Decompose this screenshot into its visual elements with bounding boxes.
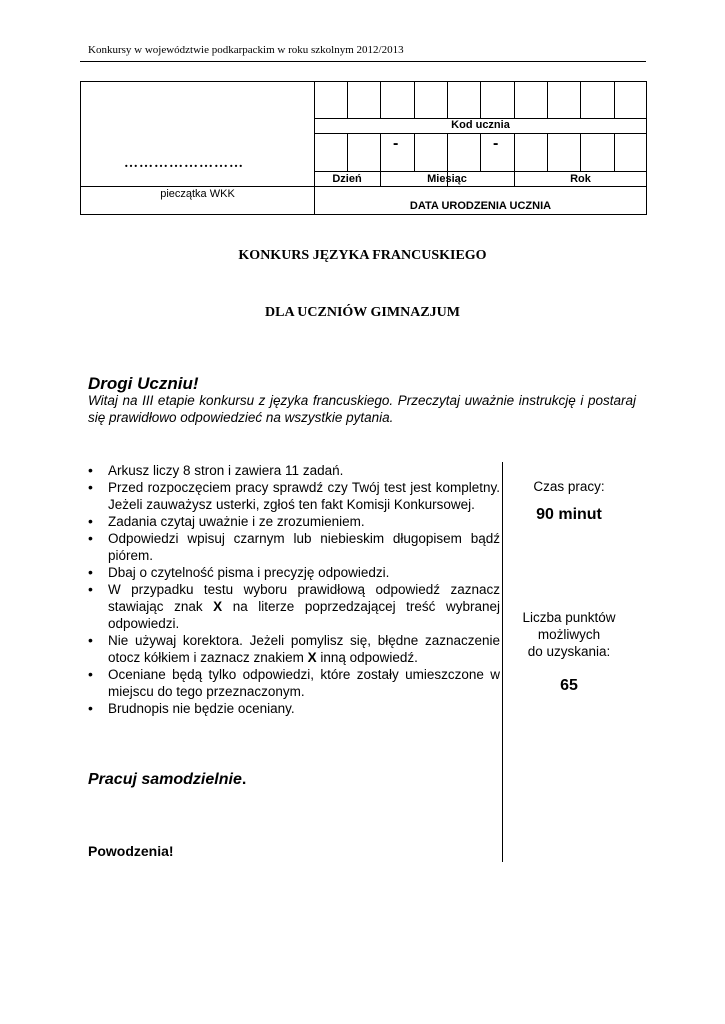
code-cell-divider (480, 82, 481, 118)
time-label: Czas pracy: (533, 479, 605, 494)
work-alone-text: Pracuj samodzielnie. (88, 771, 247, 788)
contest-subtitle: DLA UCZNIÓW GIMNAZJUM (265, 305, 460, 320)
time-value: 90 minut (536, 506, 602, 523)
x-mark: X (213, 599, 223, 614)
date-cell-divider (347, 133, 348, 171)
date-dash: - (493, 135, 499, 152)
page-header: Konkursy w województwie podkarpackim w roku szkolnym 2012/2013 (88, 44, 404, 56)
stamp-label: pieczątka WKK (160, 188, 235, 200)
code-cell-divider (547, 82, 548, 118)
list-item: • Zadania czytaj uważnie i ze zrozumieniem. (88, 513, 500, 530)
year-label: Rok (570, 173, 591, 185)
good-luck-text: Powodzenia! (88, 843, 174, 859)
contest-title: KONKURS JĘZYKA FRANCUSKIEGO (238, 248, 487, 263)
points-value: 65 (560, 677, 578, 694)
x-mark: X (307, 650, 317, 665)
code-cell-divider (414, 82, 415, 118)
column-divider (502, 462, 503, 862)
code-cell-divider (347, 82, 348, 118)
code-cell-divider (380, 82, 381, 118)
code-cell-divider (580, 82, 581, 118)
date-label-bottom (314, 186, 647, 187)
list-item: • Dbaj o czytelność pisma i precyzję odpowiedzi. (88, 564, 500, 581)
list-item: • Odpowiedzi wpisuj czarnym lub niebieskim długopisem bądź piórem. (88, 530, 500, 564)
code-cell-divider (614, 82, 615, 118)
month-label: Miesiąc (427, 173, 467, 185)
list-item: • Brudnopis nie będzie oceniany. (88, 700, 500, 717)
signature-dots: …………………… (124, 156, 244, 171)
header-rule (80, 61, 646, 62)
date-cell-divider (614, 133, 615, 171)
stamp-divider (81, 186, 314, 187)
student-info-table (80, 81, 647, 215)
points-label-line1: Liczba punktów (522, 610, 616, 625)
date-cell-divider (380, 133, 381, 186)
list-item: • Oceniane będą tylko odpowiedzi, które zostały umieszczone w miejscu do tego przeznaczonym. (88, 666, 500, 700)
code-cell-divider (447, 82, 448, 118)
date-cell-divider (547, 133, 548, 171)
date-cell-divider (580, 133, 581, 171)
birth-date-label: DATA URODZENIA UCZNIA (409, 200, 552, 212)
list-item: • Nie używaj korektora. Jeżeli pomylisz się, błędne zaznaczenie otocz kółkiem i zaznacz znakiem X inną odpowiedź. (88, 632, 500, 666)
greeting: Drogi Uczniu! (88, 374, 199, 393)
date-dash: - (393, 135, 399, 152)
instructions-list (88, 462, 500, 717)
list-item: • Przed rozpoczęciem pracy sprawdź czy Twój test jest kompletny. Jeżeli zauważysz usterki, zgłoś ten fakt Komisji Konkursowej. (88, 479, 500, 513)
list-item: • Arkusz liczy 8 stron i zawiera 11 zadań. (88, 462, 500, 479)
code-cell-divider (514, 82, 515, 118)
points-label-line2: możliwych (537, 627, 601, 642)
student-code-label: Kod ucznia (451, 119, 510, 131)
left-right-divider (314, 82, 315, 215)
list-item: • W przypadku testu wyboru prawidłową odpowiedź zaznacz stawiając znak X na literze poprzedzającej treść wybranej odpowiedzi. (88, 581, 500, 632)
date-cell-divider (414, 133, 415, 171)
intro-text: Witaj na III etapie konkursu z języka francuskiego. Przeczytaj uważnie instrukcję i postaraj się prawidłowo odpowiedzieć na wszystkie pytania. (88, 393, 636, 425)
date-row-bottom (314, 171, 647, 172)
points-label-line3: do uzyskania: (527, 644, 611, 659)
date-cell-divider (480, 133, 481, 171)
day-label: Dzień (332, 173, 362, 185)
